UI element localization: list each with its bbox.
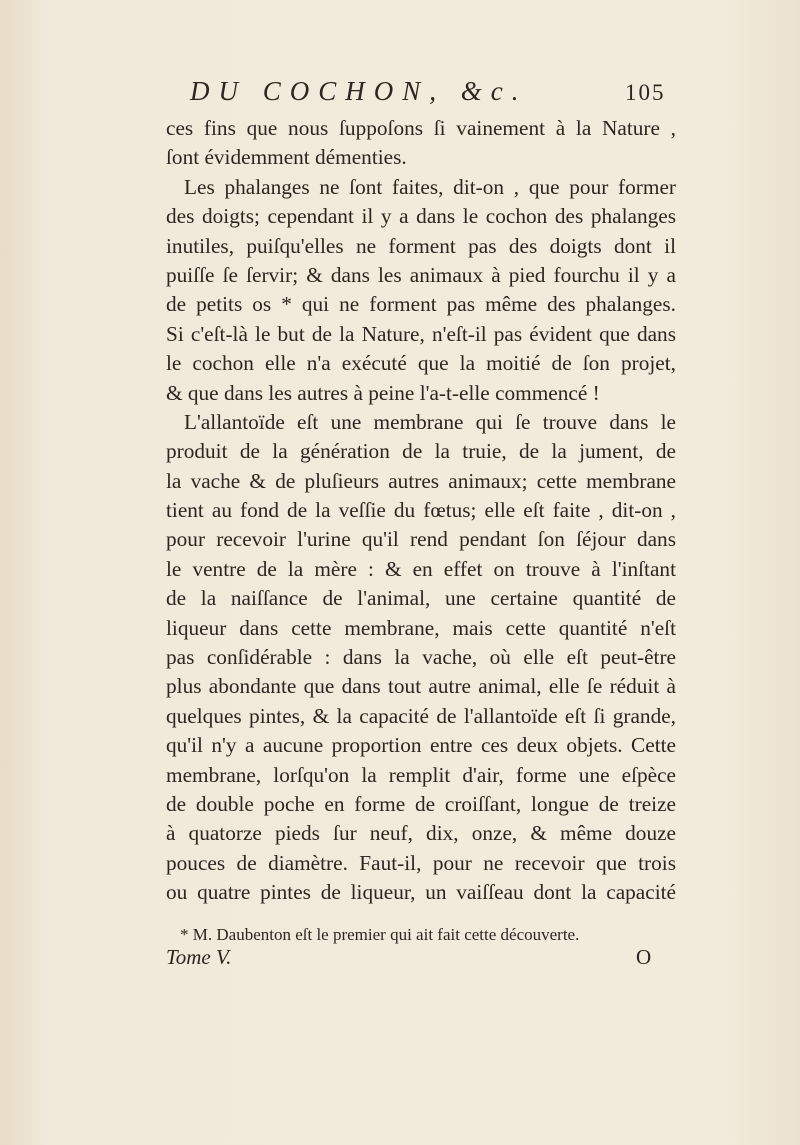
- text-line: pour recevoir l'urine qu'il rend pendant ſon ſéjour dans: [166, 527, 676, 552]
- text-line: de double poche en forme de croiſſant, longue de treize: [166, 791, 676, 816]
- text-line: plus abondante que dans tout autre animal, elle ſe réduit à: [166, 674, 676, 699]
- text-line: à quatorze pieds ſur neuf, dix, onze, & même douze: [166, 821, 676, 846]
- text-line: ces fins que nous ſuppoſons ſi vainement à la Nature ,: [166, 116, 676, 140]
- signature-line: [166, 945, 676, 971]
- text-line: le ventre de la mère : & en effet on trouve à l'inſtant: [166, 556, 676, 581]
- volume-label: Tome V.: [166, 945, 232, 969]
- text-line: produit de la génération de la truie, de la jument, de: [166, 439, 676, 464]
- text-line: qu'il n'y a aucune proportion entre ces deux objets. Cette: [166, 733, 676, 758]
- text-line: la vache & de pluſieurs autres animaux; cette membrane: [166, 468, 676, 493]
- page-number: 105: [625, 80, 666, 105]
- text-line: ou quatre pintes de liqueur, un vaiſſeau dont la capacité: [166, 880, 676, 905]
- signature-mark: O: [636, 945, 652, 969]
- text-line: quelques pintes, & la capacité de l'allantoïde eſt ſi grande,: [166, 703, 676, 728]
- text-line: pas conſidérable : dans la vache, où elle eſt peut-être: [166, 645, 676, 670]
- text-line: Les phalanges ne ſont faites, dit-on , que pour former: [184, 174, 676, 199]
- text-line: tient au fond de la veſſie du fœtus; elle eſt faite , dit-on ,: [166, 498, 676, 523]
- text-line: de la naiſſance de l'animal, une certaine quantité de: [166, 586, 676, 611]
- text-line: de petits os * qui ne forment pas même des phalanges.: [166, 292, 676, 317]
- text-line: le cochon elle n'a exécuté que la moitié de ſon projet,: [166, 351, 676, 376]
- text-line: L'allantoïde eſt une membrane qui ſe trouve dans le: [184, 409, 676, 434]
- text-line: Si c'eſt-là le but de la Nature, n'eſt-il pas évident que dans: [166, 321, 676, 346]
- text-line: liqueur dans cette membrane, mais cette quantité n'eſt: [166, 615, 676, 640]
- text-line: membrane, lorſqu'on la remplit d'air, forme une eſpèce: [166, 762, 676, 787]
- running-head: DU COCHON, &c.: [190, 76, 528, 106]
- page-header: [0, 76, 800, 116]
- text-line: puiſſe ſe ſervir; & dans les animaux à pied fourchu il y a: [166, 262, 676, 287]
- text-line: ſont évidemment démenties.: [166, 145, 407, 170]
- text-line: des doigts; cependant il y a dans le cochon des phalanges: [166, 204, 676, 229]
- body-text: [166, 114, 676, 908]
- text-line: pouces de diamètre. Faut-il, pour ne recevoir que trois: [166, 850, 676, 875]
- text-line: inutiles, puiſqu'elles ne forment pas des doigts dont il: [166, 233, 676, 258]
- footnote: * M. Daubenton eſt le premier qui ait fait cette découverte.: [180, 925, 580, 944]
- text-line: & que dans les autres à peine l'a-t-elle commencé !: [166, 380, 600, 405]
